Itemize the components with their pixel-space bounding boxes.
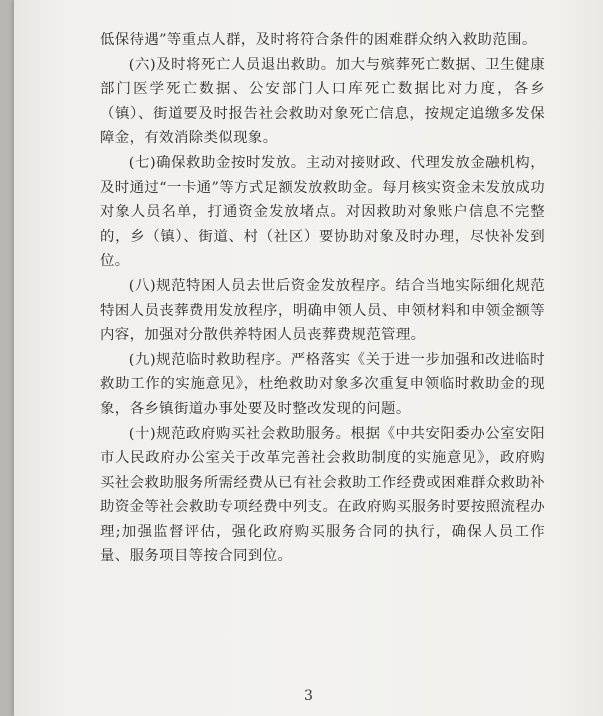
paragraph-item-10: (十)规范政府购买社会救助服务。根据《中共安阳委办公室安阳市人民政府办公室关于改革完善社会救助制度的实施意见》，政府购买社会救助服务所需经费从已有社会救助工作经费或困难群众救助补助资金等社会救助专项经费中列支。在政府购买服务时要按照流程办理;加强监督评估，强化政府购买服务合同的执行，确保人员工作量、服务项目等按合同到位。 [100, 425, 545, 565]
page-number: 3 [304, 688, 313, 704]
paragraph-continuation: 低保待遇”等重点人群，及时将符合条件的困难群众纳入救助范围。 [100, 32, 537, 48]
paragraph-item-9: (九)规范临时救助程序。严格落实《关于进一步加强和改进临时救助工作的实施意见》，杜绝救助对象多次重复申领临时救助金的现象，各乡镇街道办事处要及时整改发现的问题。 [100, 351, 545, 417]
paragraph-item-8: (八)规范特困人员去世后资金发放程序。结合当地实际细化规范特困人员丧葬费用发放程序，明确申领人员、申领材料和申领金额等内容，加强对分散供养特困人员丧葬费规范管理。 [100, 277, 545, 344]
document-page [14, 0, 603, 716]
paragraph-item-6: (六)及时将死亡人员退出救助。加大与殡葬死亡数据、卫生健康部门医学死亡数据、公安部门人口库死亡数据比对力度，各乡（镇）、街道要及时报告社会救助对象死亡信息，按规定追缴多发保障金，有效消除类似现象。 [100, 56, 545, 147]
paragraph-item-7: (七)确保救助金按时发放。主动对接财政、代理发放金融机构，及时通过“一卡通”等方式足额发放救助金。每月核实资金未发放成功对象人员名单，打通资金发放堵点。对因救助对象账户信息不完整的，乡（镇）、街道、村（社区）要协助对象及时办理，尽快补发到位。 [100, 154, 545, 270]
document-body [100, 28, 545, 569]
